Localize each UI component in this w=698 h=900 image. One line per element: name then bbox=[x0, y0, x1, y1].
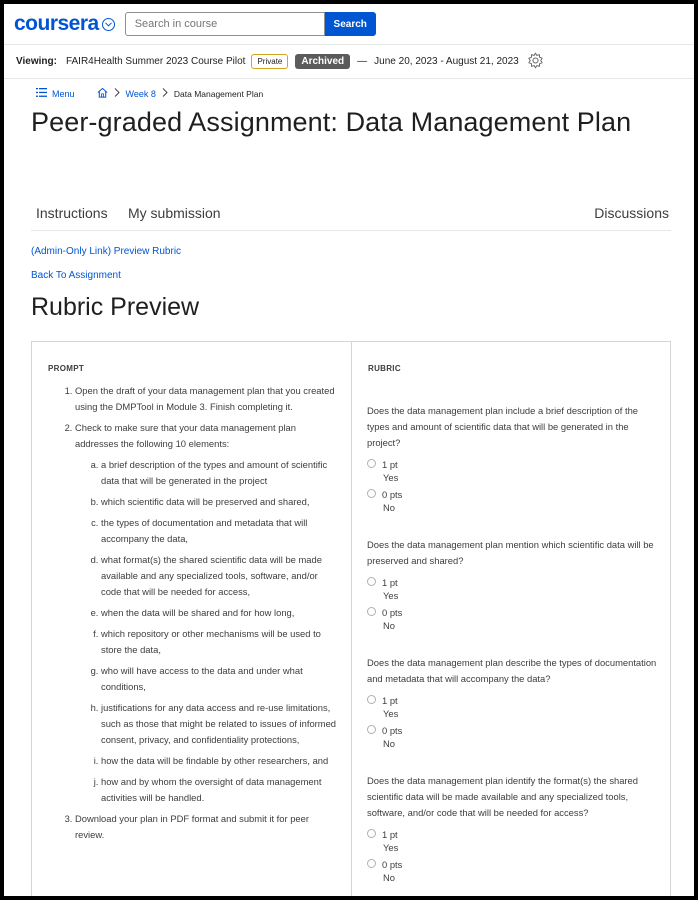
rubric-question: Does the data management plan identify the format(s) the shared scientific data will be made available and any specialized tools, software, and/or code that will be needed for access? bbox=[367, 775, 638, 818]
option-points: 0 pts bbox=[382, 859, 403, 870]
radio-button[interactable] bbox=[367, 459, 376, 468]
option-points: 1 pt bbox=[382, 459, 398, 470]
back-to-assignment-link[interactable]: Back To Assignment bbox=[31, 270, 121, 281]
list-item: c. the types of documentation and metadata that will accompany the data, bbox=[101, 515, 338, 547]
prompt-content bbox=[48, 383, 338, 848]
rubric-option[interactable] bbox=[367, 458, 398, 484]
rubric-preview-title: Rubric Preview bbox=[31, 293, 200, 321]
option-points: 0 pts bbox=[382, 725, 403, 736]
tab-my-submission[interactable]: My submission bbox=[128, 205, 221, 221]
column-divider bbox=[351, 342, 352, 896]
gear-icon[interactable] bbox=[527, 52, 544, 72]
option-points: 0 pts bbox=[382, 607, 403, 618]
tab-instructions[interactable]: Instructions bbox=[36, 205, 108, 221]
option-label: Yes bbox=[383, 842, 399, 853]
radio-button[interactable] bbox=[367, 695, 376, 704]
option-label: Yes bbox=[383, 472, 399, 483]
list-item: b. which scientific data will be preserved and shared, bbox=[101, 494, 338, 510]
tab-discussions[interactable]: Discussions bbox=[594, 205, 669, 221]
prompt-step-text: Check to make sure that your data management plan addresses the following 10 elements: bbox=[75, 422, 296, 449]
rubric-option[interactable] bbox=[367, 828, 398, 854]
rubric-question: Does the data management plan include a brief description of the types and amount of scientific data that will be generated in the project? bbox=[367, 405, 639, 448]
app-window bbox=[4, 4, 694, 896]
radio-button[interactable] bbox=[367, 829, 376, 838]
rubric-option[interactable] bbox=[367, 694, 398, 720]
option-label: Yes bbox=[383, 590, 399, 601]
private-badge: Private bbox=[251, 54, 288, 69]
breadcrumb-week[interactable]: Week 8 bbox=[125, 88, 156, 99]
radio-button[interactable] bbox=[367, 859, 376, 868]
course-name: FAIR4Health Summer 2023 Course Pilot bbox=[65, 56, 246, 67]
breadcrumb bbox=[36, 87, 263, 100]
course-dates: June 20, 2023 - August 21, 2023 bbox=[374, 56, 519, 67]
rubric-option[interactable] bbox=[367, 488, 402, 514]
prompt-steps bbox=[48, 383, 338, 843]
option-label: No bbox=[383, 620, 395, 631]
list-item: e. when the data will be shared and for how long, bbox=[101, 605, 338, 621]
list-item: d. what format(s) the shared scientific data will be made available and any specialized tools, software, and/or code that will be needed for access, bbox=[101, 552, 338, 600]
viewing-label: Viewing: bbox=[16, 56, 57, 67]
rubric-option[interactable] bbox=[367, 724, 402, 750]
option-label: No bbox=[383, 502, 395, 513]
list-item: h. justifications for any data access and re-use limitations, such as those that might be related to issues of informed consent, privacy, and confidentiality protections, bbox=[101, 700, 338, 748]
dates-separator: — bbox=[357, 56, 368, 67]
option-points: 1 pt bbox=[382, 695, 398, 706]
radio-button[interactable] bbox=[367, 489, 376, 498]
page-title: Peer-graded Assignment: Data Management Plan bbox=[31, 107, 632, 137]
radio-button[interactable] bbox=[367, 607, 376, 616]
rubric-question: Does the data management plan mention which scientific data will be preserved and shared? bbox=[367, 539, 654, 566]
top-bar bbox=[4, 4, 694, 45]
tab-bar bbox=[31, 204, 671, 231]
rubric-table bbox=[31, 341, 671, 896]
option-label: Yes bbox=[383, 708, 399, 719]
breadcrumb-current: Data Management Plan bbox=[173, 88, 264, 99]
preview-rubric-link[interactable]: (Admin-Only Link) Preview Rubric bbox=[31, 246, 182, 257]
chevron-right-icon bbox=[114, 88, 120, 99]
prompt-step bbox=[75, 420, 338, 806]
list-item: i. how the data will be findable by other researchers, and bbox=[101, 753, 338, 769]
home-icon[interactable] bbox=[97, 87, 108, 100]
option-label: No bbox=[383, 738, 395, 749]
rubric-option[interactable] bbox=[367, 858, 402, 884]
rubric-option[interactable] bbox=[367, 576, 398, 602]
option-points: 1 pt bbox=[382, 829, 398, 840]
rubric-heading: RUBRIC bbox=[368, 364, 401, 373]
rubric-question: Does the data management plan describe the types of documentation and metadata that will accompany the data? bbox=[367, 657, 657, 684]
rubric-option[interactable] bbox=[367, 606, 402, 632]
radio-button[interactable] bbox=[367, 577, 376, 586]
list-item: j. how and by whom the oversight of data management activities will be handled. bbox=[101, 774, 338, 806]
option-points: 0 pts bbox=[382, 489, 403, 500]
chevron-right-icon bbox=[162, 88, 168, 99]
list-icon[interactable] bbox=[36, 88, 47, 99]
radio-button[interactable] bbox=[367, 725, 376, 734]
viewing-bar bbox=[4, 45, 694, 79]
option-points: 1 pt bbox=[382, 577, 398, 588]
prompt-step-text: Open the draft of your data management plan that you created using the DMPTool in Module 3. Finish completing it. bbox=[75, 385, 335, 412]
prompt-step-text: Download your plan in PDF format and submit it for peer review. bbox=[75, 813, 309, 840]
search-button[interactable]: Search bbox=[325, 12, 376, 36]
chevron-down-icon[interactable] bbox=[102, 18, 115, 31]
list-item: a. a brief description of the types and amount of scientific data that will be generated in the project bbox=[101, 457, 338, 489]
prompt-heading: PROMPT bbox=[48, 364, 85, 373]
coursera-logo[interactable]: coursera bbox=[14, 12, 99, 35]
option-label: No bbox=[383, 872, 395, 883]
prompt-step bbox=[75, 383, 338, 415]
prompt-step bbox=[75, 811, 338, 843]
prompt-elements bbox=[75, 457, 338, 806]
search-input[interactable] bbox=[125, 12, 325, 36]
archived-badge: Archived bbox=[295, 54, 350, 69]
list-item: f. which repository or other mechanisms will be used to store the data, bbox=[101, 626, 338, 658]
menu-link[interactable]: Menu bbox=[52, 88, 75, 99]
list-item: g. who will have access to the data and under what conditions, bbox=[101, 663, 338, 695]
